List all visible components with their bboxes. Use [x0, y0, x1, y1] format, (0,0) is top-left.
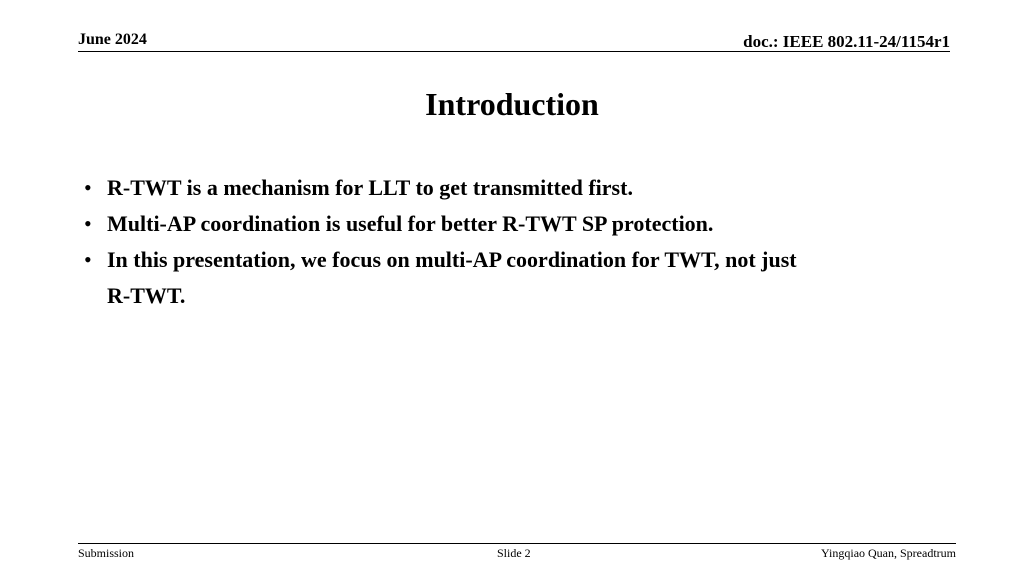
bullet-dot-icon: • [84, 211, 92, 236]
slide-title: Introduction [425, 86, 599, 122]
bullet-dot-icon: • [84, 247, 92, 272]
header-doc-id: doc.: IEEE 802.11-24/1154r1 [743, 32, 950, 51]
bullet-item-2 [82, 206, 942, 242]
bullet-text: In this presentation, we focus on multi-AP coordination for TWT, not just [107, 247, 797, 272]
footer-author: Yingqiao Quan, Spreadtrum [821, 546, 956, 560]
header-date: June 2024 [78, 31, 147, 48]
footer-slide-number: Slide 2 [497, 546, 531, 560]
footer-divider [78, 543, 956, 544]
bullet-item-1 [82, 170, 942, 206]
bullet-item-3 [82, 242, 942, 314]
bullet-text: Multi-AP coordination is useful for better R-TWT SP protection. [107, 211, 714, 236]
bullet-text-continued: R-TWT. [107, 283, 186, 308]
bullet-text: R-TWT is a mechanism for LLT to get transmitted first. [107, 175, 633, 200]
bullet-dot-icon: • [84, 175, 92, 200]
footer-submission: Submission [78, 546, 135, 560]
bullet-list [82, 170, 942, 314]
header-divider [78, 51, 950, 52]
